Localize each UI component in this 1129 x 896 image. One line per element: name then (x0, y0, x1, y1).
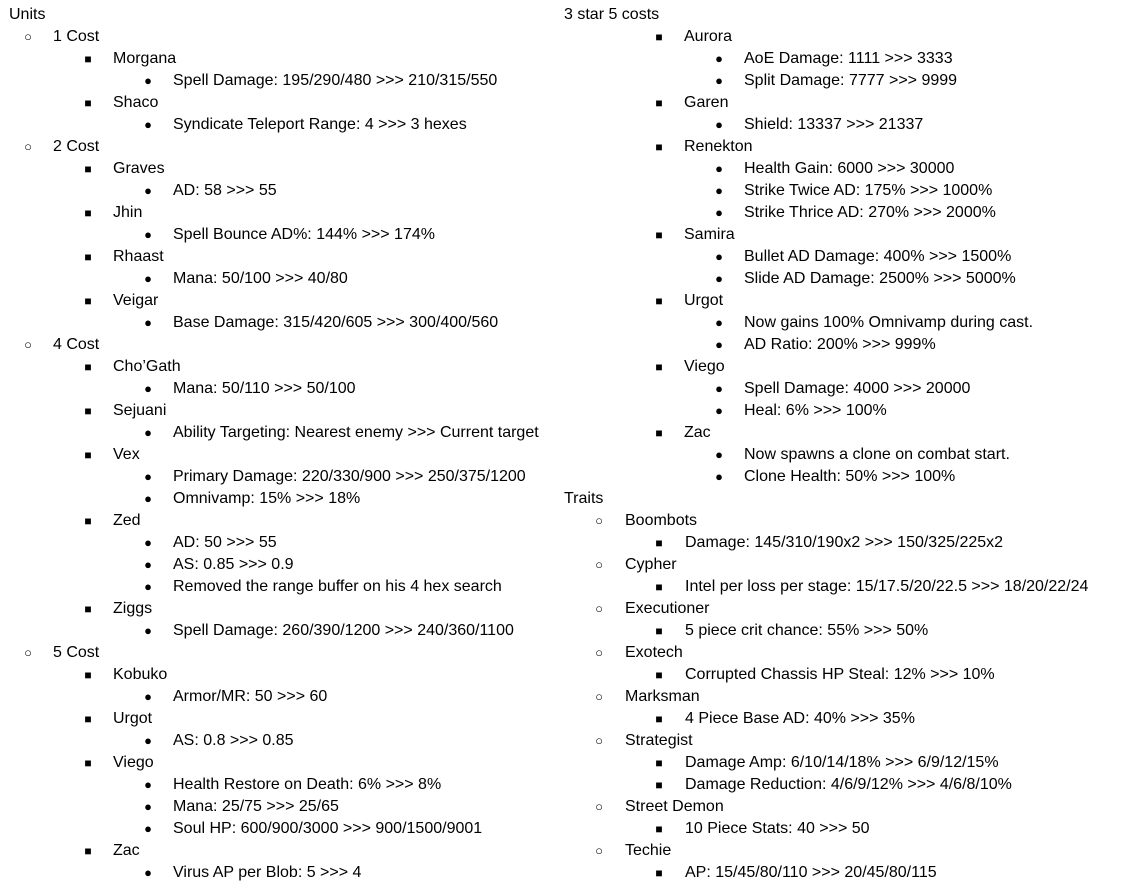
dot-bullet-icon: ● (715, 249, 723, 264)
change-item-text: Slide AD Damage: 2500% >>> 5000% (744, 270, 1016, 287)
change-item-text: Mana: 50/110 >>> 50/100 (173, 380, 356, 397)
cost-group-heading-text: 4 Cost (53, 336, 100, 353)
unit-name-text: Urgot (113, 710, 153, 727)
change-item-text: Health Gain: 6000 >>> 30000 (744, 160, 955, 177)
change-item-text: 10 Piece Stats: 40 >>> 50 (685, 820, 870, 837)
unit-name-text: Aurora (684, 28, 733, 45)
dot-bullet-icon: ● (144, 469, 152, 484)
dot-bullet-icon: ● (715, 447, 723, 462)
square-bullet-icon: ■ (655, 712, 663, 726)
square-bullet-icon: ■ (655, 756, 663, 770)
change-item-text: Strike Thrice AD: 270% >>> 2000% (744, 204, 996, 221)
unit-name-text: Samira (684, 226, 735, 243)
unit-name-text: Viego (113, 754, 154, 771)
change-item-text: AoE Damage: 1111 >>> 3333 (744, 50, 953, 67)
square-bullet-icon: ■ (655, 294, 663, 308)
circle-bullet-icon: ○ (595, 799, 603, 814)
change-item-text: Damage Amp: 6/10/14/18% >>> 6/9/12/15% (685, 754, 999, 771)
dot-bullet-icon: ● (144, 821, 152, 836)
square-bullet-icon: ■ (84, 404, 92, 418)
trait-name-text: Exotech (625, 644, 683, 661)
circle-bullet-icon: ○ (595, 513, 603, 528)
change-item-text: Strike Twice AD: 175% >>> 1000% (744, 182, 993, 199)
unit-name-text: Shaco (113, 94, 159, 111)
circle-bullet-icon: ○ (595, 645, 603, 660)
unit-name-text: Ziggs (113, 600, 153, 617)
change-item-text: Spell Damage: 4000 >>> 20000 (744, 380, 971, 397)
square-bullet-icon: ■ (655, 536, 663, 550)
change-item-text: Shield: 13337 >>> 21337 (744, 116, 924, 133)
unit-name-text: Graves (113, 160, 165, 177)
unit-name-text: Kobuko (113, 666, 168, 683)
dot-bullet-icon: ● (144, 227, 152, 242)
dot-bullet-icon: ● (144, 777, 152, 792)
unit-name-text: Urgot (684, 292, 724, 309)
change-item-text: Armor/MR: 50 >>> 60 (173, 688, 328, 705)
change-item-text: Base Damage: 315/420/605 >>> 300/400/560 (173, 314, 499, 331)
change-item-text: Corrupted Chassis HP Steal: 12% >>> 10% (685, 666, 995, 683)
dot-bullet-icon: ● (144, 183, 152, 198)
unit-name-text: Jhin (113, 204, 143, 221)
dot-bullet-icon: ● (715, 337, 723, 352)
square-bullet-icon: ■ (84, 602, 92, 616)
dot-bullet-icon: ● (144, 733, 152, 748)
unit-name-text: Cho’Gath (113, 358, 181, 375)
dot-bullet-icon: ● (144, 491, 152, 506)
dot-bullet-icon: ● (144, 799, 152, 814)
square-bullet-icon: ■ (84, 360, 92, 374)
change-item-text: Now spawns a clone on combat start. (744, 446, 1010, 463)
circle-bullet-icon: ○ (595, 843, 603, 858)
dot-bullet-icon: ● (715, 315, 723, 330)
circle-bullet-icon: ○ (24, 139, 32, 154)
square-bullet-icon: ■ (84, 206, 92, 220)
dot-bullet-icon: ● (144, 381, 152, 396)
square-bullet-icon: ■ (84, 712, 92, 726)
dot-bullet-icon: ● (144, 557, 152, 572)
change-item-text: AS: 0.85 >>> 0.9 (173, 556, 294, 573)
circle-bullet-icon: ○ (24, 645, 32, 660)
trait-name-text: Strategist (625, 732, 693, 749)
trait-name-text: Executioner (625, 600, 710, 617)
change-item-text: Virus AP per Blob: 5 >>> 4 (173, 864, 362, 881)
square-bullet-icon: ■ (84, 844, 92, 858)
dot-bullet-icon: ● (144, 425, 152, 440)
section-heading-traits-text: Traits (564, 490, 604, 507)
change-item-text: Health Restore on Death: 6% >>> 8% (173, 776, 442, 793)
change-item-text: AS: 0.8 >>> 0.85 (173, 732, 294, 749)
change-item-text: 4 Piece Base AD: 40% >>> 35% (685, 710, 915, 727)
change-item-text: Soul HP: 600/900/3000 >>> 900/1500/9001 (173, 820, 483, 837)
unit-name-text: Garen (684, 94, 729, 111)
trait-name-text: Marksman (625, 688, 700, 705)
change-item-text: Now gains 100% Omnivamp during cast. (744, 314, 1034, 331)
square-bullet-icon: ■ (655, 624, 663, 638)
square-bullet-icon: ■ (84, 162, 92, 176)
change-item-text: Spell Bounce AD%: 144% >>> 174% (173, 226, 435, 243)
square-bullet-icon: ■ (84, 448, 92, 462)
change-item-text: Syndicate Teleport Range: 4 >>> 3 hexes (173, 116, 467, 133)
square-bullet-icon: ■ (84, 96, 92, 110)
dot-bullet-icon: ● (715, 51, 723, 66)
change-item-text: Spell Damage: 195/290/480 >>> 210/315/550 (173, 72, 498, 89)
dot-bullet-icon: ● (144, 689, 152, 704)
square-bullet-icon: ■ (655, 866, 663, 880)
change-item-text: AD: 58 >>> 55 (173, 182, 277, 199)
square-bullet-icon: ■ (655, 360, 663, 374)
square-bullet-icon: ■ (84, 756, 92, 770)
change-item-text: Bullet AD Damage: 400% >>> 1500% (744, 248, 1012, 265)
unit-name-text: Zac (684, 424, 711, 441)
dot-bullet-icon: ● (715, 73, 723, 88)
square-bullet-icon: ■ (655, 30, 663, 44)
circle-bullet-icon: ○ (595, 601, 603, 616)
dot-bullet-icon: ● (715, 161, 723, 176)
dot-bullet-icon: ● (144, 73, 152, 88)
unit-name-text: Zac (113, 842, 140, 859)
change-item-text: Clone Health: 50% >>> 100% (744, 468, 956, 485)
change-item-text: Ability Targeting: Nearest enemy >>> Current target (173, 424, 539, 441)
dot-bullet-icon: ● (715, 403, 723, 418)
unit-name-text: Veigar (113, 292, 159, 309)
square-bullet-icon: ■ (84, 52, 92, 66)
circle-bullet-icon: ○ (595, 733, 603, 748)
dot-bullet-icon: ● (144, 271, 152, 286)
dot-bullet-icon: ● (715, 469, 723, 484)
dot-bullet-icon: ● (715, 381, 723, 396)
dot-bullet-icon: ● (715, 271, 723, 286)
section-heading-three-star-text: 3 star 5 costs (564, 6, 660, 23)
dot-bullet-icon: ● (144, 623, 152, 638)
change-item-text: Split Damage: 7777 >>> 9999 (744, 72, 958, 89)
unit-name-text: Vex (113, 446, 140, 463)
dot-bullet-icon: ● (144, 117, 152, 132)
dot-bullet-icon: ● (144, 315, 152, 330)
change-item-text: Intel per loss per stage: 15/17.5/20/22.5 >>> 18/20/22/24 (685, 578, 1089, 595)
change-item-text: Damage Reduction: 4/6/9/12% >>> 4/6/8/10% (685, 776, 1012, 793)
unit-name-text: Rhaast (113, 248, 164, 265)
change-item-text: AP: 15/45/80/110 >>> 20/45/80/115 (685, 864, 937, 881)
section-heading-units-text: Units (9, 6, 46, 23)
circle-bullet-icon: ○ (24, 29, 32, 44)
change-item-text: Primary Damage: 220/330/900 >>> 250/375/1200 (173, 468, 526, 485)
change-item-text: AD Ratio: 200% >>> 999% (744, 336, 936, 353)
square-bullet-icon: ■ (84, 294, 92, 308)
dot-bullet-icon: ● (144, 865, 152, 880)
change-item-text: Heal: 6% >>> 100% (744, 402, 887, 419)
cost-group-heading-text: 2 Cost (53, 138, 100, 155)
circle-bullet-icon: ○ (24, 337, 32, 352)
square-bullet-icon: ■ (655, 822, 663, 836)
square-bullet-icon: ■ (84, 250, 92, 264)
change-item-text: Spell Damage: 260/390/1200 >>> 240/360/1100 (173, 622, 514, 639)
square-bullet-icon: ■ (655, 778, 663, 792)
change-item-text: Mana: 25/75 >>> 25/65 (173, 798, 339, 815)
change-item-text: Mana: 50/100 >>> 40/80 (173, 270, 348, 287)
dot-bullet-icon: ● (144, 535, 152, 550)
unit-name-text: Zed (113, 512, 141, 529)
dot-bullet-icon: ● (715, 205, 723, 220)
trait-name-text: Street Demon (625, 798, 724, 815)
trait-name-text: Cypher (625, 556, 677, 573)
square-bullet-icon: ■ (84, 668, 92, 682)
change-item-text: Removed the range buffer on his 4 hex search (173, 578, 502, 595)
square-bullet-icon: ■ (655, 668, 663, 682)
square-bullet-icon: ■ (655, 96, 663, 110)
cost-group-heading-text: 5 Cost (53, 644, 100, 661)
dot-bullet-icon: ● (715, 117, 723, 132)
change-item-text: Omnivamp: 15% >>> 18% (173, 490, 361, 507)
circle-bullet-icon: ○ (595, 557, 603, 572)
unit-name-text: Morgana (113, 50, 177, 67)
square-bullet-icon: ■ (655, 228, 663, 242)
change-item-text: 5 piece crit chance: 55% >>> 50% (685, 622, 929, 639)
trait-name-text: Techie (625, 842, 672, 859)
unit-name-text: Viego (684, 358, 725, 375)
square-bullet-icon: ■ (655, 140, 663, 154)
unit-name-text: Renekton (684, 138, 753, 155)
change-item-text: AD: 50 >>> 55 (173, 534, 277, 551)
dot-bullet-icon: ● (144, 579, 152, 594)
square-bullet-icon: ■ (655, 580, 663, 594)
circle-bullet-icon: ○ (595, 689, 603, 704)
trait-name-text: Boombots (625, 512, 698, 529)
unit-name-text: Sejuani (113, 402, 167, 419)
square-bullet-icon: ■ (84, 514, 92, 528)
dot-bullet-icon: ● (715, 183, 723, 198)
change-item-text: Damage: 145/310/190x2 >>> 150/325/225x2 (685, 534, 1004, 551)
square-bullet-icon: ■ (655, 426, 663, 440)
cost-group-heading-text: 1 Cost (53, 28, 100, 45)
